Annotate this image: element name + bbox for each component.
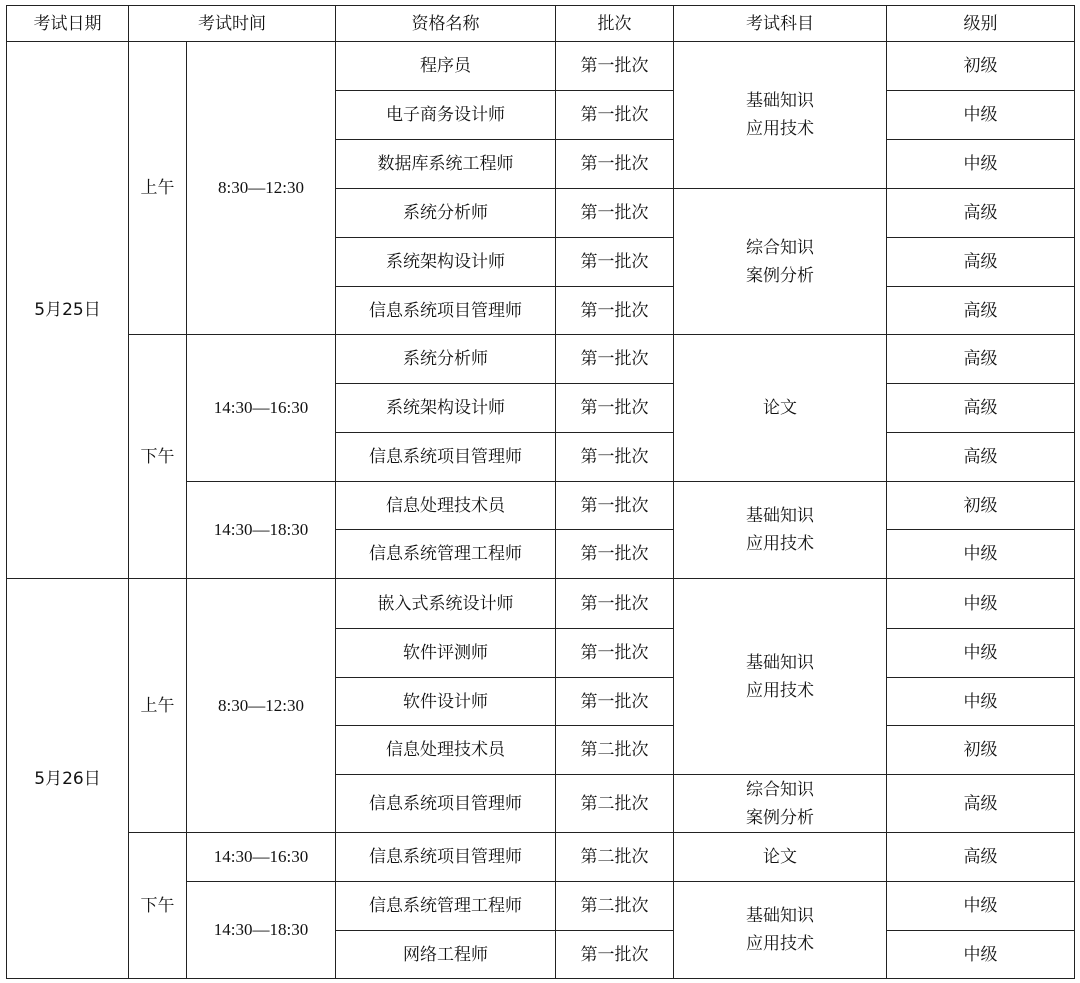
level-cell: 初级 [887,42,1075,91]
time-cell: 14:30—16:30 [187,833,336,882]
level-cell: 中级 [887,579,1075,629]
level-cell: 中级 [887,140,1075,189]
qualification-cell: 系统分析师 [336,335,556,384]
level-cell: 高级 [887,433,1075,482]
header-batch: 批次 [556,6,674,42]
batch-cell: 第一批次 [556,42,674,91]
qualification-cell: 系统分析师 [336,189,556,238]
subject-cell [674,42,887,189]
date-cell: 5月25日 [7,42,129,579]
level-cell: 高级 [887,384,1075,433]
batch-cell: 第一批次 [556,931,674,979]
qualification-cell: 电子商务设计师 [336,91,556,140]
qualification-cell: 系统架构设计师 [336,238,556,287]
batch-cell: 第一批次 [556,91,674,140]
batch-cell: 第一批次 [556,238,674,287]
qualification-cell: 信息系统管理工程师 [336,530,556,579]
table-row [7,833,1075,882]
qualification-cell: 系统架构设计师 [336,384,556,433]
period-cell: 上午 [129,42,187,335]
qualification-cell: 信息处理技术员 [336,726,556,775]
subject-line: 基础知识 [746,506,814,526]
level-cell: 中级 [887,629,1075,678]
batch-cell: 第二批次 [556,726,674,775]
exam-schedule-table [6,5,1075,979]
qualification-cell: 网络工程师 [336,931,556,979]
header-date: 考试日期 [7,6,129,42]
subject-cell [674,775,887,833]
batch-cell: 第二批次 [556,775,674,833]
batch-cell: 第一批次 [556,384,674,433]
level-cell: 中级 [887,530,1075,579]
subject-line: 应用技术 [746,534,814,554]
subject-line: 应用技术 [746,934,814,954]
batch-cell: 第二批次 [556,833,674,882]
batch-cell: 第一批次 [556,482,674,530]
subject-cell [674,833,887,882]
header-row [7,6,1075,42]
batch-cell: 第一批次 [556,287,674,335]
subject-line: 案例分析 [746,807,814,828]
level-cell: 中级 [887,931,1075,979]
date-cell: 5月26日 [7,579,129,979]
level-cell: 初级 [887,726,1075,775]
time-cell: 8:30—12:30 [187,42,336,335]
level-cell: 中级 [887,678,1075,726]
qualification-cell: 数据库系统工程师 [336,140,556,189]
level-cell: 初级 [887,482,1075,530]
subject-line: 基础知识 [746,906,814,926]
batch-cell: 第一批次 [556,530,674,579]
qualification-cell: 软件设计师 [336,678,556,726]
header-subject: 考试科目 [674,6,887,42]
table-row [7,579,1075,629]
period-cell: 上午 [129,579,187,833]
subject-line: 应用技术 [746,119,814,139]
subject-line: 综合知识 [746,779,814,800]
period-cell: 下午 [129,833,187,979]
period-cell: 下午 [129,335,187,579]
subject-cell [674,579,887,775]
qualification-cell: 软件评测师 [336,629,556,678]
table-row [7,42,1075,91]
subject-line: 基础知识 [746,91,814,111]
subject-line: 论文 [763,847,797,867]
subject-cell [674,882,887,979]
batch-cell: 第一批次 [556,629,674,678]
qualification-cell: 信息系统项目管理师 [336,775,556,833]
level-cell: 高级 [887,833,1075,882]
header-qualification: 资格名称 [336,6,556,42]
level-cell: 高级 [887,287,1075,335]
qualification-cell: 信息处理技术员 [336,482,556,530]
qualification-cell: 信息系统项目管理师 [336,433,556,482]
subject-line: 案例分析 [746,265,814,286]
qualification-cell: 嵌入式系统设计师 [336,579,556,629]
level-cell: 中级 [887,91,1075,140]
qualification-cell: 信息系统管理工程师 [336,882,556,931]
batch-cell: 第二批次 [556,882,674,931]
batch-cell: 第一批次 [556,579,674,629]
subject-cell [674,482,887,579]
batch-cell: 第一批次 [556,335,674,384]
qualification-cell: 信息系统项目管理师 [336,833,556,882]
batch-cell: 第一批次 [556,433,674,482]
time-cell: 14:30—16:30 [187,335,336,482]
header-level: 级别 [887,6,1075,42]
subject-line: 基础知识 [746,652,814,673]
level-cell: 高级 [887,238,1075,287]
time-cell: 14:30—18:30 [187,882,336,979]
time-cell: 8:30—12:30 [187,579,336,833]
batch-cell: 第一批次 [556,140,674,189]
subject-line: 综合知识 [746,237,814,258]
subject-cell [674,189,887,335]
subject-line: 论文 [763,398,797,418]
header-time: 考试时间 [129,6,336,42]
level-cell: 高级 [887,335,1075,384]
table-row [7,335,1075,384]
batch-cell: 第一批次 [556,678,674,726]
qualification-cell: 信息系统项目管理师 [336,287,556,335]
time-cell: 14:30—18:30 [187,482,336,579]
level-cell: 高级 [887,189,1075,238]
batch-cell: 第一批次 [556,189,674,238]
subject-cell [674,335,887,482]
subject-line: 应用技术 [746,680,814,701]
level-cell: 高级 [887,775,1075,833]
qualification-cell: 程序员 [336,42,556,91]
level-cell: 中级 [887,882,1075,931]
